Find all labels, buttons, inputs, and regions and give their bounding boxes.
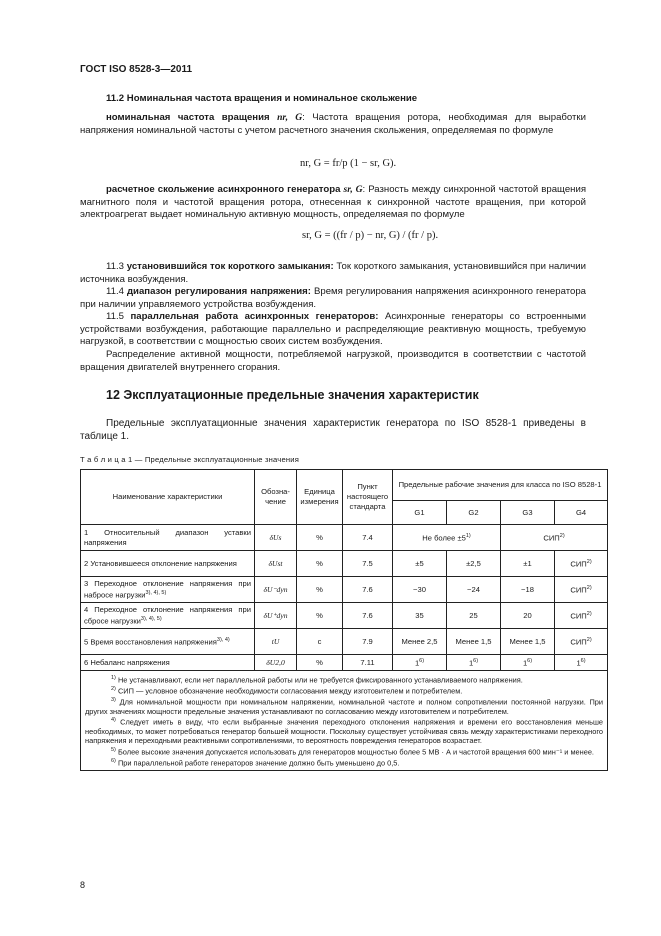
- row-clause: 7.5: [343, 551, 393, 577]
- header-g1: G1: [393, 501, 447, 525]
- row-symbol: tU: [255, 629, 297, 655]
- row-g2: 25: [447, 603, 501, 629]
- row-g3: −18: [501, 577, 555, 603]
- footnote-ref: 2): [586, 636, 592, 643]
- row-g4-value: СИП: [570, 637, 587, 647]
- formula-rated-speed: nr, G = fr/p (1 − sr, G).: [300, 158, 397, 169]
- term-rated-speed-symbol: nr, G: [277, 112, 303, 123]
- row-g4-value: СИП: [570, 585, 587, 595]
- footnote-ref: 1): [465, 532, 471, 539]
- row-g3: 20: [501, 603, 555, 629]
- row-clause: 7.6: [343, 577, 393, 603]
- row-clause: 7.6: [343, 603, 393, 629]
- clause-11-3: [80, 261, 586, 286]
- clause-11-4-text: Время регулирования напряжения асинхронного генератора при наличии управляемого устройства возбуждения.: [80, 286, 587, 310]
- note-marker: 2): [111, 685, 116, 692]
- clause-11-5-text: Асинхронные генераторы со встроенными устройствами возбуждения, работающие параллельно и распределяющие реактивную мощность, требуемую нагрузкой, в соответствии с мощностью своих систем возбуждения.: [80, 311, 586, 348]
- note-text: Более высокие значения допускается использовать для генераторов мощностью более 5 МВ · А и частотой вращения 600 мин⁻¹ и менее.: [117, 747, 594, 757]
- row-unit: с: [297, 629, 343, 655]
- row-name: 2 Установившееся отклонение напряжения: [81, 551, 255, 577]
- footnote-ref: 6): [580, 657, 586, 664]
- note-marker: 3): [111, 696, 116, 703]
- header-unit: Единица измерения: [297, 470, 343, 525]
- term-rated-speed-label: номинальная частота вращения: [106, 112, 270, 123]
- row-g1: ±5: [393, 551, 447, 577]
- row-g1: −30: [393, 577, 447, 603]
- table-row: [81, 525, 608, 551]
- row-g3: Менее 1,5: [501, 629, 555, 655]
- term-rated-slip-label: расчетное скольжение асинхронного генератора: [106, 184, 341, 195]
- footnote-ref: 2): [586, 558, 592, 565]
- header-clause: Пункт настоящего стандарта: [343, 470, 393, 525]
- row-g2: ±2,5: [447, 551, 501, 577]
- row-name-text: 5 Время восстановления напряжения: [84, 637, 217, 647]
- header-g2: G2: [447, 501, 501, 525]
- row-clause: 7.9: [343, 629, 393, 655]
- row-g2: −24: [447, 577, 501, 603]
- row-g1-g2: [393, 525, 501, 551]
- term-rated-slip: [80, 184, 586, 222]
- row-g4: [555, 629, 608, 655]
- row-unit: %: [297, 603, 343, 629]
- row-g3: ±1: [501, 551, 555, 577]
- note-marker: 6): [111, 757, 116, 764]
- table-caption: Т а б л и ц а 1 — Предельные эксплуатационные значения: [80, 455, 300, 464]
- note-text: СИП — условное обозначение необходимости согласования между изготовителем и потребителем.: [117, 686, 463, 696]
- row-g3: [501, 655, 555, 671]
- footnote-ref: 3), 4): [216, 636, 230, 643]
- row-unit: %: [297, 655, 343, 671]
- row-symbol: δU2,0: [255, 655, 297, 671]
- row-g1-value: 1: [414, 658, 420, 668]
- header-g4: G4: [555, 501, 608, 525]
- row-name: [81, 629, 255, 655]
- row-name: [81, 603, 255, 629]
- footnote-ref: 6): [527, 657, 533, 664]
- table-note: [85, 716, 603, 746]
- clause-11-3-term: установившийся ток короткого замыкания:: [126, 261, 334, 272]
- clause-11-5-paragraph: Распределение активной мощности, потребляемой нагрузкой, производится в соответствии с частотой вращения двигателей внутреннего сгорания.: [80, 349, 586, 373]
- header-g3: G3: [501, 501, 555, 525]
- limits-table: [80, 469, 608, 771]
- row-unit: %: [297, 525, 343, 551]
- row-g4: [555, 603, 608, 629]
- section-12-intro: Предельные эксплуатационные значения характеристик генератора по ISO 8528-1 приведены в таблице 1.: [80, 418, 586, 442]
- row-unit: %: [297, 551, 343, 577]
- note-text: Не устанавливают, если нет параллельной работы или не требуется фиксированного устанавливаемого напряжения.: [117, 675, 523, 685]
- formula-rated-slip: sr, G = ((fr / p) − nr, G) / (fr / p).: [302, 230, 439, 241]
- table-note: [85, 746, 603, 757]
- clause-11-3-text: Ток короткого замыкания, установившийся при наличии источника возбуждения.: [80, 261, 586, 285]
- table-row: [81, 629, 608, 655]
- row-unit: %: [297, 577, 343, 603]
- row-g1: [393, 655, 447, 671]
- document-header: ГОСТ ISO 8528-3—2011: [80, 64, 193, 75]
- row-g4-value: СИП: [570, 559, 587, 569]
- table-row: [81, 551, 608, 577]
- row-name: 6 Небаланс напряжения: [81, 655, 255, 671]
- row-symbol: δUst: [255, 551, 297, 577]
- clause-11-4-number: 11.4: [106, 286, 124, 297]
- note-marker: 1): [111, 675, 116, 681]
- row-g3-g4: [501, 525, 608, 551]
- footnote-ref: 3), 4), 5): [140, 615, 162, 622]
- term-rated-speed-text: : Частота вращения ротора, необходимая для выработки напряжения номинальной частоты с учетом расчетного значения скольжения, определяемая по формуле: [80, 112, 586, 136]
- row-symbol: δUs: [255, 525, 297, 551]
- row-g2: Менее 1,5: [447, 629, 501, 655]
- row-g2: [447, 655, 501, 671]
- table-note: [85, 685, 603, 696]
- row-name-text: 3 Переходное отклонение напряжения при набросе нагрузки: [84, 578, 251, 600]
- row-clause: 7.11: [343, 655, 393, 671]
- footnote-ref: 6): [419, 657, 425, 664]
- row-g2-value: 1: [468, 658, 474, 668]
- footnote-ref: 2): [586, 584, 592, 591]
- note-text: При параллельной работе генераторов значение должно быть уменьшено до 0,5.: [117, 758, 400, 768]
- clause-11-5: [80, 311, 586, 349]
- table-notes: [81, 671, 608, 771]
- clause-11-5-term: параллельная работа асинхронных генераторов:: [130, 311, 379, 322]
- section-12-title: 12 Эксплуатационные предельные значения характеристик: [106, 388, 479, 402]
- row-g1-g2-value: Не более ±5: [422, 533, 466, 543]
- table-notes-row: [81, 671, 608, 771]
- row-name: [81, 577, 255, 603]
- clause-11-4: [80, 286, 586, 311]
- row-g3-g4-value: СИП: [543, 533, 560, 543]
- footnote-ref: 3), 4), 5): [145, 589, 167, 596]
- row-g4: [555, 577, 608, 603]
- term-rated-slip-text: : Разность между синхронной частотой вращения магнитного поля и частотой вращения ротора, отнесенная к синхронной частоте вращения, при которой электроагрегат выдает номинальную активную мощность, определяемая по формуле: [80, 184, 587, 221]
- row-g3-value: 1: [522, 658, 528, 668]
- table-note: [85, 674, 603, 685]
- clause-11-3-number: 11.3: [106, 261, 124, 272]
- row-g1: 35: [393, 603, 447, 629]
- row-symbol: δU⁺dyn: [255, 603, 297, 629]
- footnote-ref: 6): [473, 657, 479, 664]
- clause-11-5-number: 11.5: [106, 311, 124, 322]
- row-g1: Менее 2,5: [393, 629, 447, 655]
- row-name-text: 4 Переходное отклонение напряжения при сбросе нагрузки: [84, 604, 251, 626]
- clause-11-4-term: диапазон регулирования напряжения:: [126, 286, 311, 297]
- term-rated-slip-symbol: sr, G: [343, 184, 363, 195]
- row-g4: [555, 551, 608, 577]
- row-g4-value: 1: [576, 658, 581, 668]
- page-number: 8: [80, 880, 86, 890]
- row-symbol: δU⁻dyn: [255, 577, 297, 603]
- row-name: 1 Относительный диапазон уставки напряжения: [81, 525, 255, 551]
- footnote-ref: 2): [586, 610, 592, 617]
- row-clause: 7.4: [343, 525, 393, 551]
- table-note: [85, 757, 603, 768]
- table-row: [81, 577, 608, 603]
- note-marker: 4): [111, 717, 116, 724]
- section-11-2-title: 11.2 Номинальная частота вращения и номинальное скольжение: [106, 93, 418, 104]
- note-marker: 5): [111, 746, 116, 753]
- row-g4-value: СИП: [570, 611, 587, 621]
- header-limits: Предельные рабочие значения для класса по ISO 8528-1: [393, 470, 608, 501]
- row-g4: [555, 655, 608, 671]
- table-row: [81, 655, 608, 671]
- table-row: [81, 603, 608, 629]
- note-text: Для номинальной мощности при номинальном напряжении, номинальной частоте и полном сопротивлении постоянной нагрузки. При других значениях мощности предельные значения устанавливают по согласованию между изготовителем и потребителем.: [85, 697, 604, 716]
- note-text: Следует иметь в виду, что если выбранные значения переходного отклонения напряжения и времени его восстановления меньше необходимых, то может потребоваться генератор большей мощности. Поскольку существует устойчивая связь между характеристиками переходного напряжения и переходными реактивными сопротивлениями, то вероятность повреждения генераторов возрастает.: [85, 717, 604, 746]
- table-note: [85, 696, 603, 716]
- term-rated-speed: [80, 112, 586, 137]
- footnote-ref: 2): [559, 532, 565, 539]
- header-name: Наименование характеристики: [81, 470, 255, 525]
- header-symbol: Обозна-чение: [255, 470, 297, 525]
